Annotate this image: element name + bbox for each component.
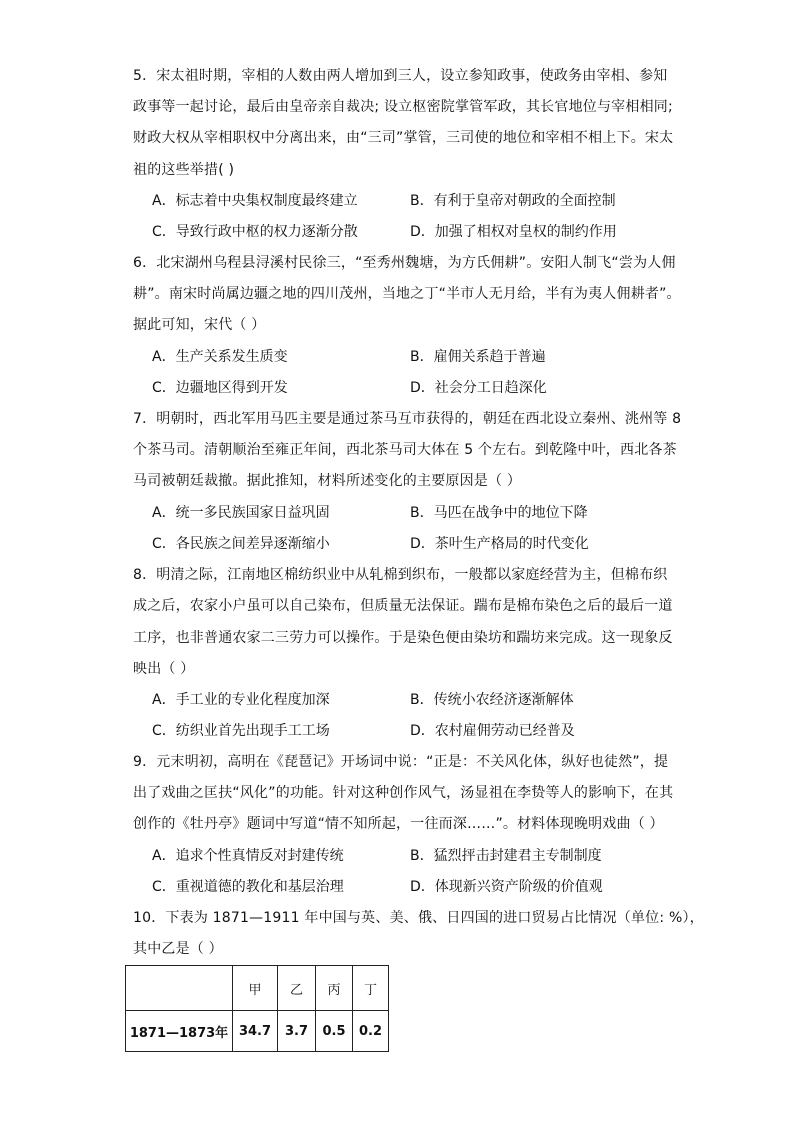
q6-option-b: B．雇佣关系趋于普遍 xyxy=(410,349,546,365)
q8-option-c: C．纺织业首先出现手工工场 xyxy=(152,723,330,739)
q6-line-3: 据此可知，宋代（ ） xyxy=(133,317,266,333)
q10-line-2: 其中乙是（ ） xyxy=(133,941,223,957)
table-cell: 3.7 xyxy=(278,1011,316,1052)
q8-option-a: A．手工业的专业化程度加深 xyxy=(152,692,330,708)
q8-option-b: B．传统小农经济逐渐解体 xyxy=(410,692,574,708)
q8-line-3: 工序，也非普通农家二三劳力可以操作。于是染色便由染坊和踹坊来完成。这一现象反 xyxy=(133,630,673,646)
q8-line-4: 映出（ ） xyxy=(133,661,195,677)
import-share-table xyxy=(125,965,389,1052)
q5-option-b: B．有利于皇帝对朝政的全面控制 xyxy=(410,193,616,209)
table-header-cell: 丁 xyxy=(353,966,389,1011)
q5-line-2: 政事等一起讨论，最后由皇帝亲自裁决; 设立枢密院掌管军政，其长官地位与宰相相同; xyxy=(133,99,673,115)
q5-line-3: 财政大权从宰相职权中分离出来，由“三司”掌管，三司使的地位和宰相不相上下。宋太 xyxy=(133,130,674,146)
q9-line-1: 9．元末明初，高明在《琵琶记》开场词中说：“正是：不关风化体，纵好也徒然”，提 xyxy=(133,754,669,770)
table-cell: 0.2 xyxy=(353,1011,389,1052)
q8-option-d: D．农村雇佣劳动已经普及 xyxy=(410,723,575,739)
table-header-row xyxy=(126,966,389,1011)
q6-option-a: A．生产关系发生质变 xyxy=(152,349,288,365)
q9-option-c: C．重视道德的教化和基层治理 xyxy=(152,879,344,895)
table-row xyxy=(126,1011,389,1052)
q10-line-1: 10．下表为 1871—1911 年中国与英、美、俄、日四国的进口贸易占比情况（单位: %）， xyxy=(133,910,704,926)
table-header-cell xyxy=(126,966,233,1011)
table-cell: 34.7 xyxy=(233,1011,278,1052)
q9-option-b: B．猛烈抨击封建君主专制制度 xyxy=(410,848,602,864)
q7-line-1: 7．明朝时，西北军用马匹主要是通过茶马互市获得的，朝廷在西北设立秦州、洮州等 8 xyxy=(133,411,682,427)
q9-option-a: A．追求个性真情反对封建传统 xyxy=(152,848,344,864)
q9-line-3: 创作的《牡丹亭》题词中写道“情不知所起，一往而深……”。材料体现晚明戏曲（ ） xyxy=(133,816,664,832)
q7-option-a: A．统一多民族国家日益巩固 xyxy=(152,505,330,521)
q5-option-a: A．标志着中央集权制度最终建立 xyxy=(152,193,358,209)
q7-option-b: B．马匹在战争中的地位下降 xyxy=(410,505,588,521)
q5-line-1: 5．宋太祖时期，宰相的人数由两人增加到三人，设立参知政事，使政务由宰相、参知 xyxy=(133,68,668,84)
q7-line-3: 马司被朝廷裁撤。据此推知，材料所述变化的主要原因是（ ） xyxy=(133,473,522,489)
table-cell: 1871—1873年 xyxy=(126,1011,233,1052)
table-header-cell: 甲 xyxy=(233,966,278,1011)
q9-option-d: D．体现新兴资产阶级的价值观 xyxy=(410,879,603,895)
q7-line-2: 个茶马司。清朝顺治至雍正年间，西北茶马司大体在 5 个左右。到乾隆中叶，西北各茶 xyxy=(133,442,677,458)
q6-line-2: 耕”。南宋时尚属边疆之地的四川茂州，当地之丁“半市人无月给，半有为夷人佣耕者”。 xyxy=(133,286,681,302)
q8-line-2: 成之后，农家小户虽可以自己染布，但质量无法保证。踹布是棉布染色之后的最后一道 xyxy=(133,598,673,614)
table-cell: 0.5 xyxy=(316,1011,353,1052)
q5-line-4: 祖的这些举措( ) xyxy=(133,162,235,178)
q5-option-d: D．加强了相权对皇权的制约作用 xyxy=(410,224,617,240)
q7-option-c: C．各民族之间差异逐渐缩小 xyxy=(152,536,330,552)
q6-option-c: C．边疆地区得到开发 xyxy=(152,380,288,396)
q6-option-d: D．社会分工日趋深化 xyxy=(410,380,547,396)
q6-line-1: 6．北宋湖州乌程县浔溪村民徐三，“至秀州魏塘，为方氏佣耕”。安阳人制飞“尝为人佣 xyxy=(133,255,676,271)
q5-option-c: C．导致行政中枢的权力逐渐分散 xyxy=(152,224,358,240)
q8-line-1: 8．明清之际，江南地区棉纺织业中从轧棉到织布，一般都以家庭经营为主，但棉布织 xyxy=(133,567,668,583)
table-header-cell: 丙 xyxy=(316,966,353,1011)
q7-option-d: D．茶叶生产格局的时代变化 xyxy=(410,536,589,552)
q9-line-2: 出了戏曲之匡扶“风化”的功能。针对这种创作风气，汤显祖在李贽等人的影响下，在其 xyxy=(133,785,674,801)
table-header-cell: 乙 xyxy=(278,966,316,1011)
